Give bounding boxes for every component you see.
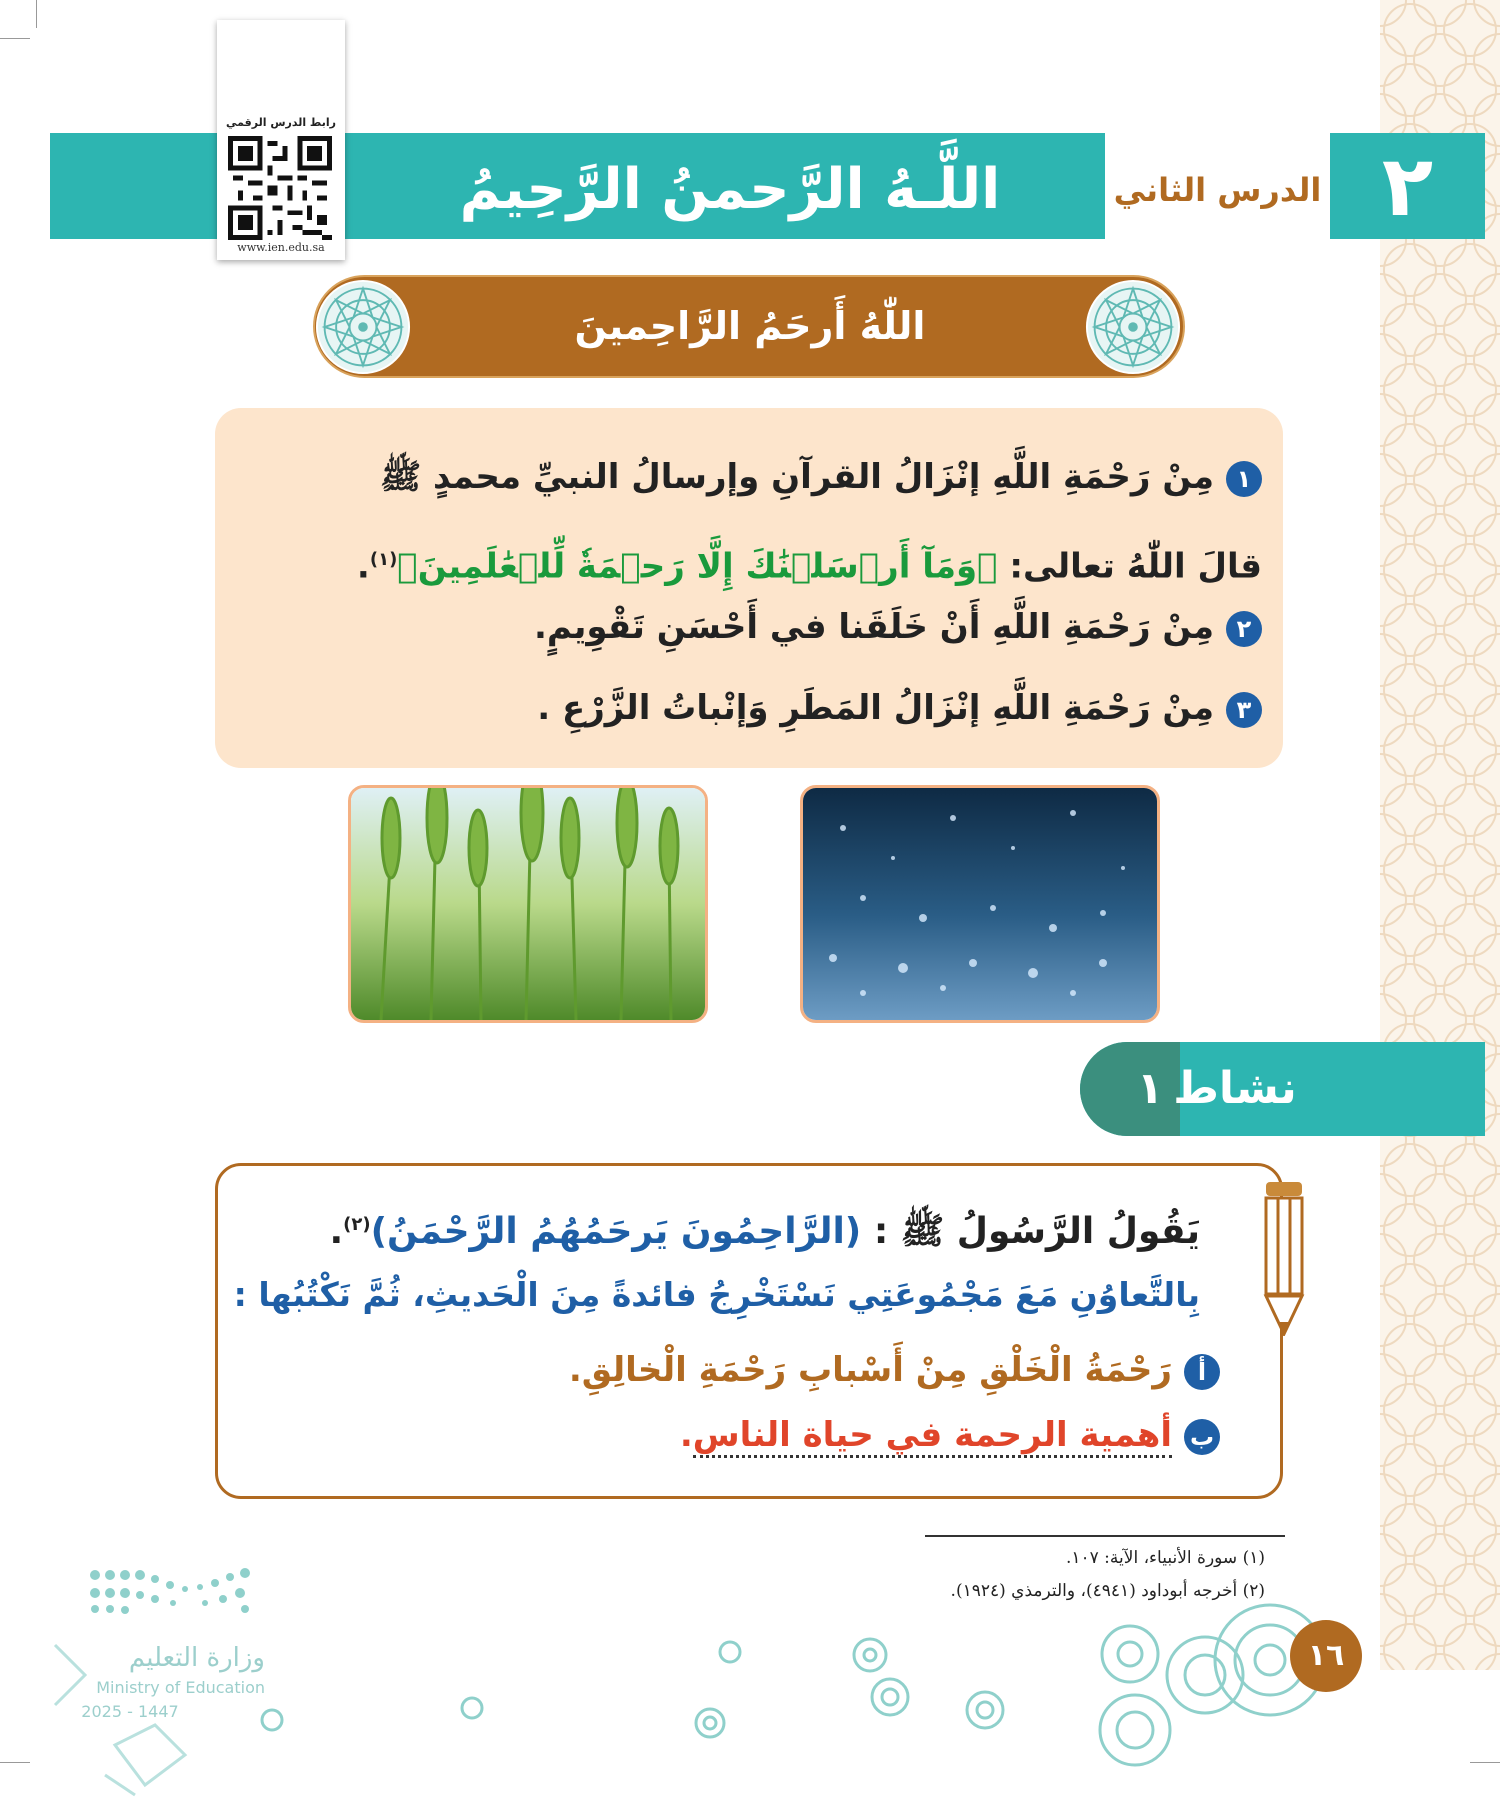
rain-photo <box>800 785 1160 1023</box>
crop-mark <box>36 0 37 28</box>
page-number: ١٦ <box>1307 1638 1345 1673</box>
pencil-icon <box>1262 1180 1306 1336</box>
number-badge: ٣ <box>1226 692 1262 728</box>
hadith-quote: (الرَّاحِمُونَ يَرحَمُهُمُ الرَّحْمَنُ) <box>370 1211 862 1252</box>
lesson-number: ٢ <box>1381 137 1434 235</box>
side-pattern <box>1380 0 1500 1670</box>
crop-mark <box>1470 1762 1500 1763</box>
hadith-intro: يَقُولُ الرَّسُولُ ﷺ : <box>873 1211 1200 1252</box>
activity-item-text: رَحْمَةُ الْخَلْقِ مِنْ أَسْبابِ رَحْمَةِ الْخالِقِ. <box>568 1350 1172 1390</box>
activity-item-b <box>260 1405 1220 1465</box>
answer-end: . <box>679 1415 693 1455</box>
activity-title: نشاط <box>1173 1063 1297 1114</box>
footnote-ref: (١) <box>369 549 398 570</box>
ministry-name-ar: وزارة التعليم <box>128 1643 265 1673</box>
qr-code-icon[interactable] <box>228 136 332 240</box>
verse-line <box>262 530 1262 590</box>
fact-item-1 <box>262 447 1262 507</box>
letter-badge: ب <box>1184 1419 1220 1455</box>
fact-item-2 <box>262 597 1262 657</box>
activity-instruction: بِالتَّعاوُنِ مَعَ مَجْمُوعَتِي نَسْتَخْرِجُ فائدةً مِنَ الْحَديثِ، ثُمَّ نَكْتُبُها : <box>233 1275 1200 1314</box>
number-badge: ١ <box>1226 461 1262 497</box>
fact-text: مِنْ رَحْمَةِ اللَّهِ أَنْ خَلَقَنا في أَحْسَنِ تَقْوِيمٍ. <box>534 607 1214 647</box>
rosette-icon <box>1085 279 1181 375</box>
fact-text: مِنْ رَحْمَةِ اللَّهِ إنْزَالُ المَطَرِ وَإنْباتُ الزَّرْعِ . <box>537 688 1214 728</box>
ministry-logo-icon <box>85 1565 265 1615</box>
qr-url[interactable]: www.ien.edu.sa <box>237 241 325 254</box>
footnote-1: (١) سورة الأنبياء، الآية: ١٠٧. <box>1065 1548 1265 1568</box>
letter-badge: أ <box>1184 1354 1220 1390</box>
ministry-year: 2025 - 1447 <box>81 1702 179 1721</box>
verse-intro: قالَ اللّٰهُ تعالى: <box>1009 546 1262 587</box>
qr-label: رابط الدرس الرقمي <box>226 116 336 129</box>
subtitle-text: اللّٰهُ أَرحَمُ الرَّاحِمينَ <box>574 304 926 348</box>
ministry-name-en: Ministry of Education <box>96 1678 265 1697</box>
footnote-ref: (٢) <box>343 1214 371 1235</box>
hadith-end: . <box>329 1211 344 1252</box>
crop-mark <box>0 38 30 39</box>
lesson-title: اللَّـهُ الرَّحمنُ الرَّحِيمُ <box>459 157 1001 222</box>
crop-mark <box>0 1762 30 1763</box>
fact-item-3 <box>262 678 1262 738</box>
footnote-divider <box>925 1535 1285 1537</box>
number-badge: ٢ <box>1226 611 1262 647</box>
activity-number: ١ <box>1136 1063 1164 1114</box>
hadith-line <box>220 1195 1200 1255</box>
quran-verse: ﴿وَمَآ أَرۡسَلۡنَٰكَ إِلَّا رَحۡمَةٗ لِّلۡعَٰلَمِينَ﴾ <box>397 546 998 587</box>
lesson-label: الدرس الثاني <box>1113 171 1322 209</box>
activity-item-a <box>260 1340 1220 1400</box>
verse-end: . <box>356 546 370 587</box>
wheat-photo <box>348 785 708 1023</box>
footnote-2: (٢) أخرجه أبوداود (٤٩٤١)، والترمذي (١٩٢٤). <box>950 1581 1265 1601</box>
answer-field[interactable]: أهمية الرحمة في حياة الناس <box>693 1415 1172 1458</box>
fact-text: مِنْ رَحْمَةِ اللَّهِ إنْزَالُ القرآنِ وإرسالُ النبيِّ محمدٍ ﷺ <box>380 457 1214 497</box>
rosette-icon <box>315 279 411 375</box>
decorative-rosettes <box>230 1600 1380 1800</box>
